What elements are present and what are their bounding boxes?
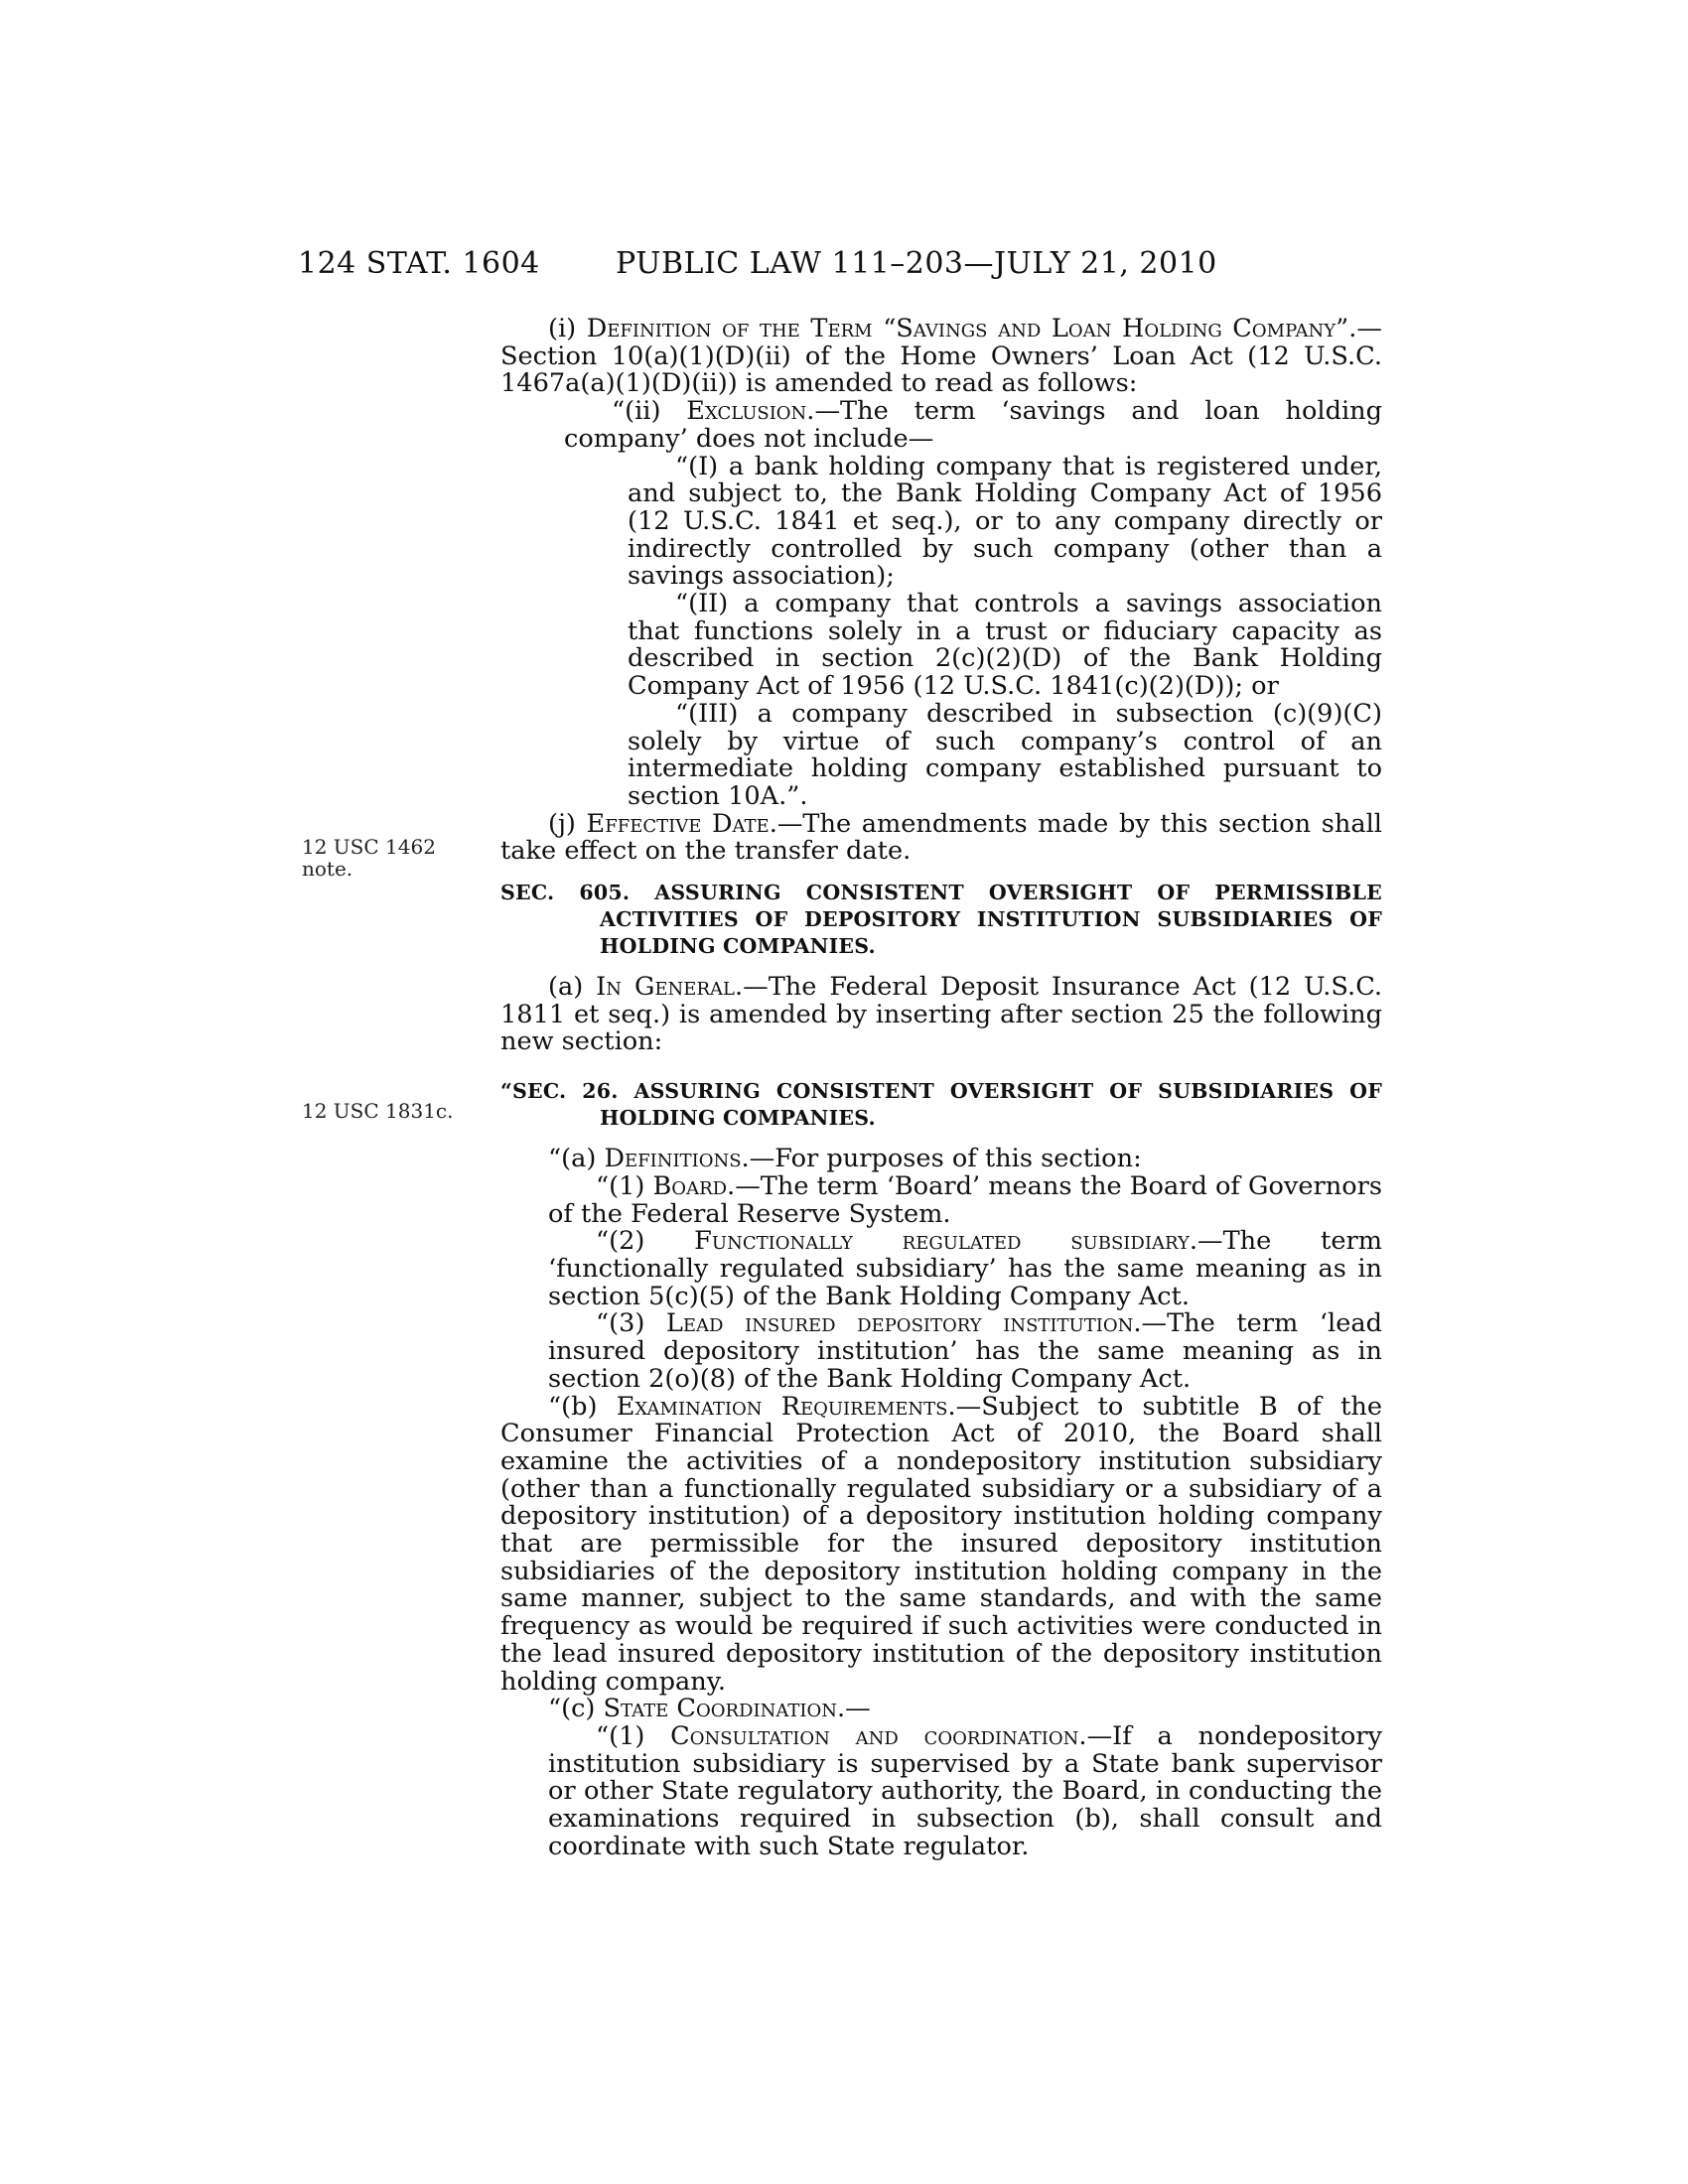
subsection-a: [500, 974, 1382, 1056]
definition-lead-insured-depository-institution: [500, 1310, 1382, 1393]
paragraph-text: —If a nondepository institution subsidiary is supervised by a State bank supervisor or other State regulatory authority, the Board, in conducting the examinations required in subsection (b), shall consult and coordinate with such State regulator.: [548, 1720, 1382, 1861]
clause-text: —The term ‘savings and loan holding company’ does not include—: [564, 396, 1382, 454]
section-26-heading: “SEC. 26. ASSURING CONSISTENT OVERSIGHT OF SUBSIDIARIES OF HOLDING COMPANIES.: [500, 1079, 1382, 1131]
section-605-heading: SEC. 605. ASSURING CONSISTENT OVERSIGHT OF PERMISSIBLE ACTIVITIES OF DEPOSITORY INSTITUTION SUBSIDIARIES OF HOLDING COMPANIES.: [500, 881, 1382, 959]
document-body: [500, 316, 1382, 1860]
subclause-I: “(I) a bank holding company that is registered under, and subject to, the Bank Holding Company Act of 1956 (12 U.S.C. 1841 et seq.), or to any company directly or indirectly controlled by such company (other than a savings association);: [628, 451, 1382, 592]
subsection-i: [500, 316, 1382, 398]
clause-label: “(ii): [612, 396, 687, 427]
margin-note-line: 12 USC 1462: [302, 835, 436, 859]
margin-note-usc-1462: [302, 836, 436, 880]
subsection-definitions: [500, 1146, 1382, 1173]
definition-text: —The term ‘functionally regulated subsidiary’ has the same meaning as in section 5(c)(5) of the Bank Holding Company Act.: [548, 1226, 1382, 1311]
clause-label: (j): [548, 808, 587, 839]
clause-label: “(1): [596, 1170, 653, 1201]
subsection-text: —: [845, 1694, 871, 1724]
clause-label: “(1): [596, 1720, 671, 1751]
clause-label: (i): [548, 314, 587, 343]
paragraph-consultation-and-coordination: [500, 1720, 1382, 1861]
subsection-heading: Effective Date.: [586, 808, 777, 839]
definition-heading: Board.: [652, 1170, 736, 1201]
statute-page-reference: 124 STAT. 1604: [298, 246, 540, 281]
subsection-heading: Definition of the Term “Savings and Loan Holding Company”.: [586, 314, 1357, 343]
subsection-text: —Section 10(a)(1)(D)(ii) of the Home Owners’ Loan Act (12 U.S.C. 1467a(a)(1)(D)(ii)) is amended to read as follows:: [500, 314, 1382, 399]
clause-label: “(a): [548, 1144, 605, 1174]
subsection-text: —The amendments made by this section shall take effect on the transfer date.: [500, 808, 1382, 867]
clause-heading: Exclusion.: [686, 396, 815, 427]
definition-text: —The term ‘Board’ means the Board of Governors of the Federal Reserve System.: [548, 1170, 1382, 1229]
subsection-text: —The Federal Deposit Insurance Act (12 U.S.C. 1811 et seq.) is amended by inserting after section 25 the following new section:: [500, 972, 1382, 1057]
clause-label: “(b): [548, 1391, 617, 1422]
page-header: [0, 246, 1688, 286]
margin-note-line: note.: [302, 857, 353, 881]
clause-label: “(c): [548, 1694, 604, 1724]
clause-label: “(3): [596, 1308, 666, 1339]
subsection-examination-requirements: [500, 1391, 1382, 1697]
subsection-heading: In General.: [596, 972, 744, 1003]
subsection-state-coordination: [500, 1696, 1382, 1723]
subsection-text: —Subject to subtitle B of the Consumer Financial Protection Act of 2010, the Board shall examine the activities of a nondepository institution subsidiary (other than a functionally regulated subsidiary or a subsidiary of a depository institution) of a depository institution holding company that are permissible for the insured depository institution subsidiaries of the depository institution holding company in the same manner, subject to the same standards, and with the same frequency as would be required if such activities were conducted in the lead insured depository institution of the depository institution holding company.: [500, 1391, 1382, 1697]
subsection-j: [500, 808, 1382, 867]
public-law-title: PUBLIC LAW 111–203—JULY 21, 2010: [616, 246, 1217, 281]
clause-label: (a): [548, 972, 597, 1003]
clause-label: “(2): [596, 1226, 695, 1257]
definition-text: —The term ‘lead insured depository institution’ has the same meaning as in section 2(o)(8) of the Bank Holding Company Act.: [548, 1308, 1382, 1394]
subsection-heading: Examination Requirements.: [616, 1391, 956, 1422]
definition-board: [500, 1170, 1382, 1229]
subclause-III: “(III) a company described in subsection (c)(9)(C) solely by virtue of such company’s control of an intermediate holding company established pursuant to section 10A.”.: [628, 698, 1382, 811]
margin-note-usc-1831c: [302, 1100, 453, 1122]
clause-ii: [500, 398, 1382, 453]
paragraph-heading: Consultation and coordination.: [670, 1720, 1087, 1751]
subsection-heading: Definitions.: [604, 1144, 750, 1174]
definition-heading: Functionally regulated subsidiary.: [694, 1226, 1197, 1257]
subclause-II: “(II) a company that controls a savings association that functions solely in a trust or fiduciary capacity as described in section 2(c)(2)(D) of the Bank Holding Company Act of 1956 (12 U.S.C. 1841(c)(2)(D)); or: [628, 589, 1382, 702]
definition-functionally-regulated-subsidiary: [500, 1228, 1382, 1310]
definition-heading: Lead insured depository institution.: [665, 1308, 1142, 1339]
subsection-text: —For purposes of this section:: [749, 1144, 1142, 1174]
margin-note-line: 12 USC 1831c.: [302, 1099, 454, 1123]
subsection-heading: State Coordination.: [603, 1694, 846, 1724]
